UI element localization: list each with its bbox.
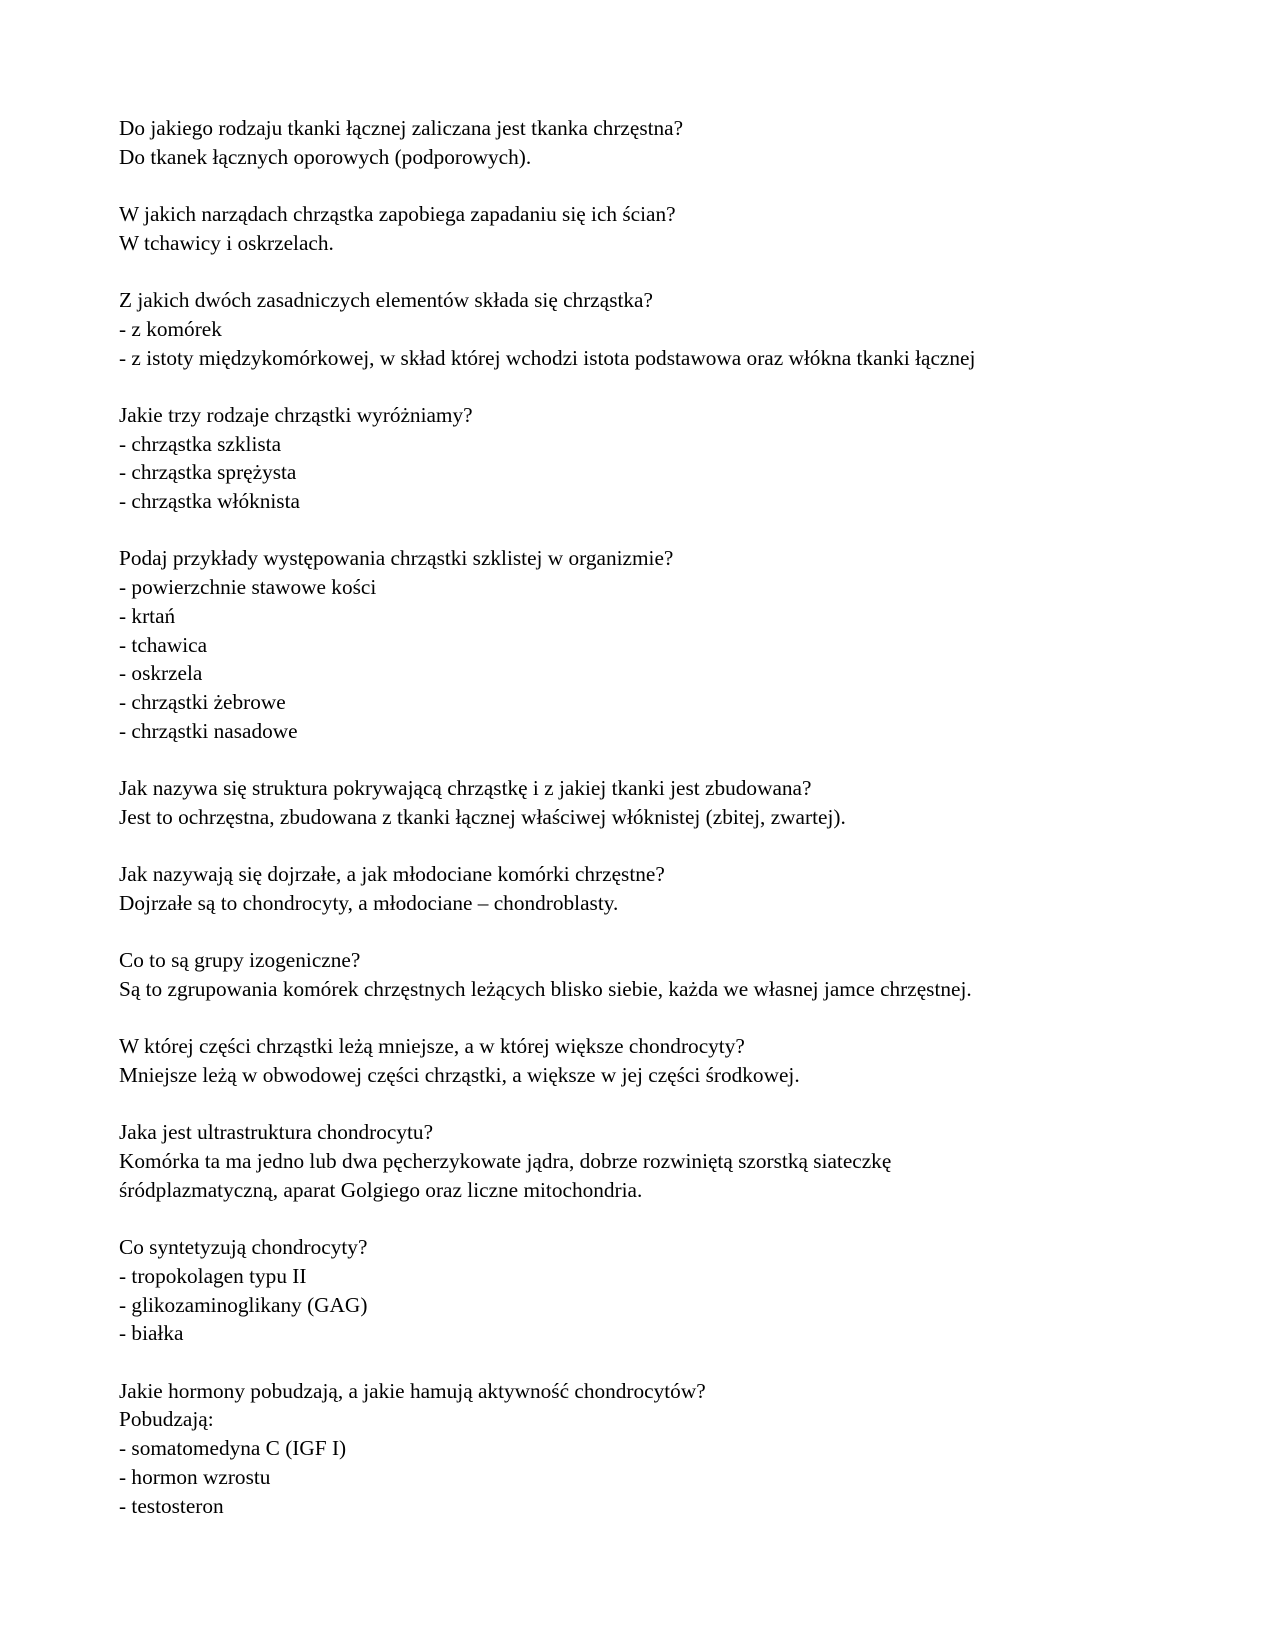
answer-line: - testosteron xyxy=(119,1493,224,1518)
answer-line: - tchawica xyxy=(119,632,208,657)
qa-block xyxy=(119,200,1259,257)
question-text: Jaka jest ultrastruktura chondrocytu? xyxy=(119,1120,434,1145)
answer-line: - glikozaminoglikany (GAG) xyxy=(119,1292,368,1317)
answer-line: - białka xyxy=(119,1321,184,1346)
qa-block xyxy=(119,114,1259,171)
question-text: W której części chrząstki leżą mniejsze, a w której większe chondrocyty? xyxy=(119,1034,745,1059)
qa-block xyxy=(119,860,1259,917)
qa-block xyxy=(119,1377,1259,1521)
answer-line: - z komórek xyxy=(119,316,222,341)
answer-line: - somatomedyna C (IGF I) xyxy=(119,1436,347,1461)
answer-line: - chrząstki nasadowe xyxy=(119,718,298,743)
answer-line: Do tkanek łącznych oporowych (podporowych). xyxy=(119,144,532,169)
qa-block xyxy=(119,1233,1259,1348)
question-text: W jakich narządach chrząstka zapobiega zapadaniu się ich ścian? xyxy=(119,202,676,227)
qa-block xyxy=(119,544,1259,745)
question-text: Z jakich dwóch zasadniczych elementów składa się chrząstka? xyxy=(119,288,653,313)
question-text: Podaj przykłady występowania chrząstki szklistej w organizmie? xyxy=(119,546,674,571)
answer-line: Pobudzają: xyxy=(119,1407,214,1432)
answer-line: - chrząstka włóknista xyxy=(119,489,300,514)
answer-line: Mniejsze leżą w obwodowej części chrząstki, a większe w jej części środkowej. xyxy=(119,1063,800,1088)
answer-line: - chrząstki żebrowe xyxy=(119,690,286,714)
question-text: Jakie trzy rodzaje chrząstki wyróżniamy? xyxy=(119,402,473,427)
answer-line: Komórka ta ma jedno lub dwa pęcherzykowate jądra, dobrze rozwiniętą szorstką siateczkę xyxy=(119,1149,892,1174)
answer-line: - krtań xyxy=(119,603,176,628)
document-page xyxy=(119,114,1259,1549)
qa-block xyxy=(119,1118,1259,1204)
qa-block xyxy=(119,1032,1259,1089)
answer-line: - hormon wzrostu xyxy=(119,1464,271,1489)
answer-line: - chrząstka sprężysta xyxy=(119,460,297,485)
question-text: Jakie hormony pobudzają, a jakie hamują aktywność chondrocytów? xyxy=(119,1378,706,1403)
answer-line: - oskrzela xyxy=(119,661,203,686)
answer-line: - powierzchnie stawowe kości xyxy=(119,575,377,600)
answer-line: - z istoty międzykomórkowej, w skład której wchodzi istota podstawowa oraz włókna tkanki łącznej xyxy=(119,345,976,370)
question-text: Do jakiego rodzaju tkanki łącznej zaliczana jest tkanka chrzęstna? xyxy=(119,116,684,140)
answer-line: śródplazmatyczną, aparat Golgiego oraz liczne mitochondria. xyxy=(119,1177,643,1202)
qa-block xyxy=(119,774,1259,831)
answer-line: - chrząstka szklista xyxy=(119,431,282,456)
answer-line: - tropokolagen typu II xyxy=(119,1263,307,1288)
answer-line: W tchawicy i oskrzelach. xyxy=(119,230,334,255)
qa-block xyxy=(119,286,1259,372)
answer-line: Są to zgrupowania komórek chrzęstnych leżących blisko siebie, każda we własnej jamce chrzęstnej. xyxy=(119,976,972,1001)
question-text: Co syntetyzują chondrocyty? xyxy=(119,1235,368,1260)
qa-block xyxy=(119,401,1259,516)
answer-line: Dojrzałe są to chondrocyty, a młodociane – chondroblasty. xyxy=(119,890,619,915)
question-text: Co to są grupy izogeniczne? xyxy=(119,948,361,973)
question-text: Jak nazywa się struktura pokrywającą chrząstkę i z jakiej tkanki jest zbudowana? xyxy=(119,776,812,801)
answer-line: Jest to ochrzęstna, zbudowana z tkanki łącznej właściwej włóknistej (zbitej, zwartej). xyxy=(119,804,846,829)
qa-block xyxy=(119,946,1259,1003)
question-text: Jak nazywają się dojrzałe, a jak młodociane komórki chrzęstne? xyxy=(119,862,665,887)
